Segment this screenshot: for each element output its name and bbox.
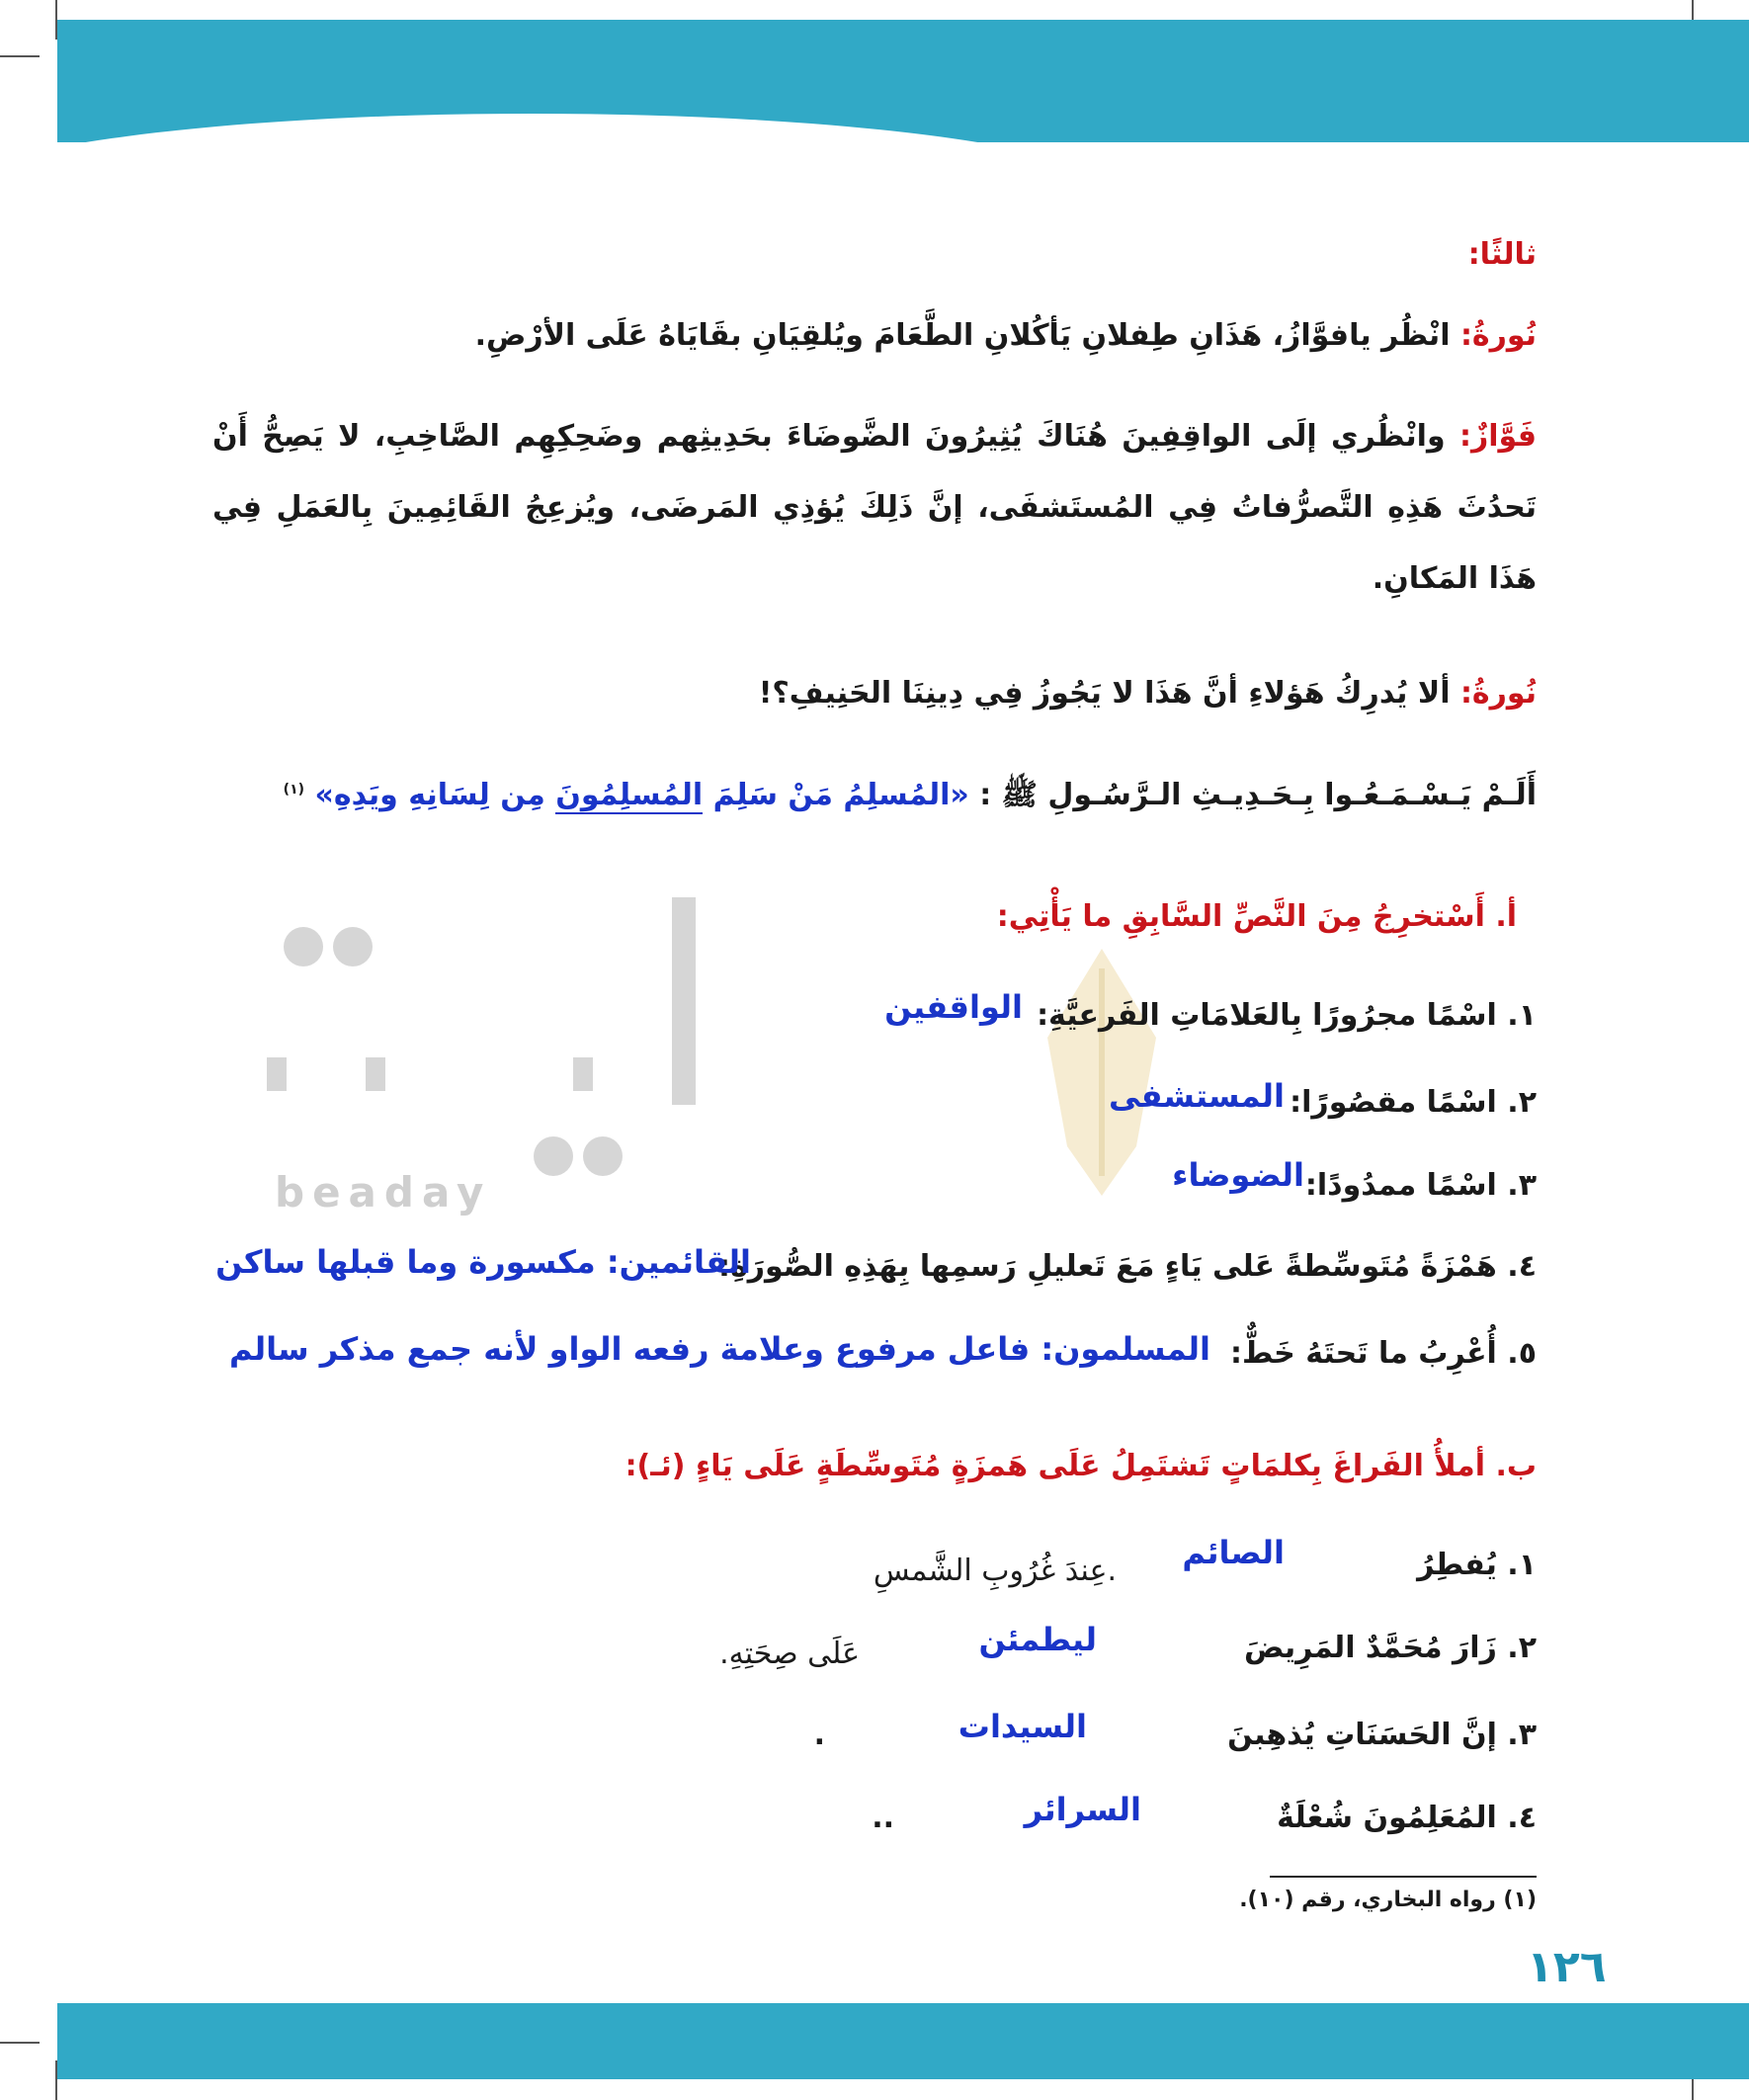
watermark-dot [333, 927, 373, 966]
watermark-bar [573, 1057, 593, 1091]
watermark-bar [267, 1057, 287, 1091]
answer-text: الصائم [1182, 1534, 1285, 1571]
answer-text: ليطمئن [978, 1621, 1097, 1658]
answer-text: المسلمون: فاعل مرفوع وعلامة رفعه الواو لأنه جمع مذكر سالم [229, 1330, 1210, 1368]
dialogue-line [212, 401, 1537, 615]
dialogue-line [212, 658, 1537, 729]
fill-item-end: عَلَى صِحَتِهِ. [719, 1637, 860, 1671]
hadith-underlined-word: المُسلِمُونَ [555, 778, 704, 812]
answer-text: السيدات [958, 1708, 1087, 1745]
watermark-text: beaday [275, 1168, 492, 1217]
watermark-bar [672, 897, 696, 1105]
footnote: (١) رواه البخاري، رقم (١٠). [1239, 1888, 1537, 1912]
fill-item-end: . [813, 1718, 825, 1752]
speaker-name: نُورةُ: [1459, 318, 1537, 353]
question-item: ٥. أُعْرِبُ ما تَحتَهُ خَطٌّ: [1230, 1336, 1537, 1371]
hadith-footnote-ref: (١) [283, 782, 305, 798]
footnote-rule [1270, 1876, 1537, 1878]
question-item: ٤. هَمْزَةً مُتَوسِّطةً عَلى يَاءٍ مَعَ تَعليلِ رَسمِها بِهَذِهِ الصُّورَةِ: [718, 1249, 1537, 1284]
header-band [57, 20, 1749, 142]
watermark-bar [366, 1057, 385, 1091]
answer-text: المستشفى [1108, 1077, 1285, 1115]
fill-item-start: ٢. زَارَ مُحَمَّدٌ المَرِيضَ [1243, 1631, 1537, 1665]
answer-text: الضوضاء [1172, 1156, 1304, 1194]
fill-item-start: ١. يُفطِرُ [1417, 1548, 1537, 1582]
fill-item-start: ٣. إنَّ الحَسَنَاتِ يُذهِبنَ [1227, 1718, 1537, 1752]
question-item: ٢. اسْمًا مقصُورًا: [1290, 1085, 1537, 1120]
part-b-title: ب. أملأُ الفَراغَ بِكلمَاتٍ تَشتَمِلُ عَلَى هَمزَةٍ مُتَوسِّطَةٍ عَلَى يَاءٍ (ئـ): [625, 1449, 1537, 1483]
hadith-intro: أَلَـمْ يَـسْـمَـعُـوا بِـحَـدِيـثِ الـرَّسُـولِ ﷺ : [979, 778, 1537, 812]
hadith-line [284, 777, 1537, 819]
dialogue-text: ألا يُدرِكُ هَؤلاءِ أنَّ هَذَا لا يَجُوزُ فِي دِينِنَا الحَنِيفِ؟! [758, 676, 1451, 711]
watermark-dot [284, 927, 323, 966]
header-curve [57, 114, 1124, 142]
dialogue-text: وانْظُري إلَى الواقِفِينَ هُنَاكَ يُثِيرُونَ الضَّوضَاءَ بحَدِيثِهم وضَحِكِهِم الصَّاخِبِ، لا يَصِحُّ أَنْ تَحدُثَ هَذِهِ التَّصرُّفاتُ فِي المُستَشفَى، إنَّ ذَلِكَ يُؤذِي المَرضَى، ويُزعِجُ القَائِمِينَ بِالعَمَلِ فِي هَذَا المَكانِ. [212, 419, 1537, 596]
part-a-title: أ. أَسْتخرِجُ مِنَ النَّصِّ السَّابِقِ ما يَأْتِي: [996, 899, 1517, 934]
crop-mark [0, 2042, 40, 2044]
page-number: ١٢٦ [1527, 1942, 1607, 1992]
fill-item-end: .. [872, 1801, 894, 1835]
hadith-before: «المُسلِمُ مَنْ سَلِمَ [712, 778, 969, 812]
watermark-dot [583, 1136, 623, 1176]
watermark-dot [534, 1136, 573, 1176]
speaker-name: نُورةُ: [1459, 676, 1537, 711]
answer-text: الواقفين [884, 988, 1023, 1026]
speaker-name: فَوَّازٌ: [1458, 419, 1537, 454]
footer-band [57, 2003, 1749, 2079]
question-item: ٣. اسْمًا ممدُودًا: [1304, 1168, 1537, 1203]
question-item: ١. اسْمًا مجرُورًا بِالعَلامَاتِ الفَرعيَّةِ: [1037, 998, 1537, 1033]
crop-mark [0, 55, 40, 57]
fill-item-end: .عِندَ غُرُوبِ الشَّمسِ [873, 1554, 1117, 1588]
hadith-after: مِن لِسَانِهِ ويَدِهِ» [314, 778, 545, 812]
answer-text: القائمين: مكسورة وما قبلها ساكن [215, 1243, 751, 1281]
dialogue-text: انْظُر يافوَّازُ، هَذَانِ طِفلانِ يَأكُلانِ الطَّعَامَ ويُلقِيَانِ بقَايَاهُ عَلَى الأرْضِ. [474, 318, 1451, 353]
dialogue-line [212, 300, 1537, 372]
answer-text: السرائر [1024, 1791, 1141, 1828]
fill-item-start: ٤. المُعَلِمُونَ شُعْلَةٌ [1277, 1801, 1537, 1835]
section-title: ثالثًا: [1467, 237, 1537, 272]
